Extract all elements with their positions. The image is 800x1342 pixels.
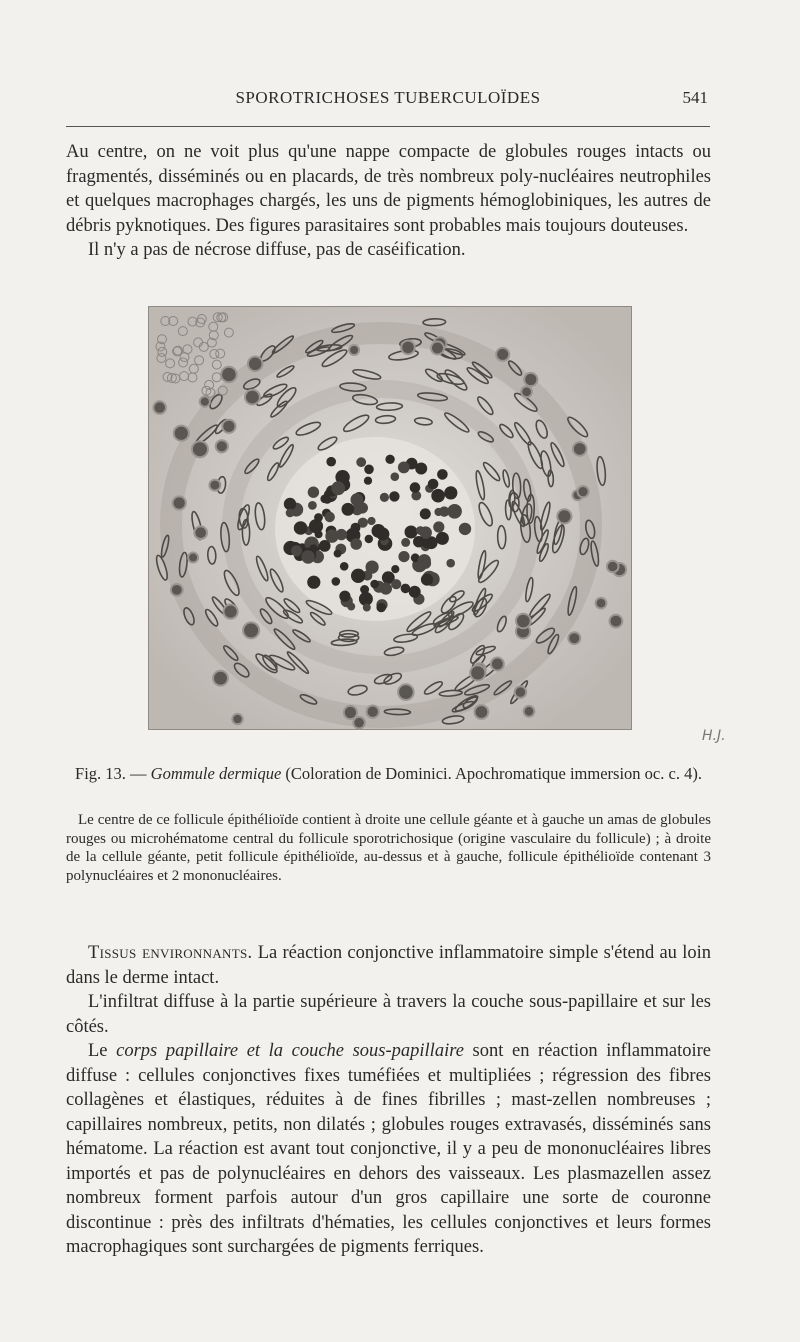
polynuclear-cell xyxy=(413,536,424,547)
polynuclear-cell xyxy=(291,545,302,556)
mononuclear-cell xyxy=(610,615,623,628)
polynuclear-cell xyxy=(309,519,323,533)
polynuclear-cell xyxy=(391,579,401,589)
figure-detail: (Coloration de Dominici. Apochromatique immersion oc. c. 4). xyxy=(285,764,702,783)
mononuclear-cell xyxy=(367,706,379,718)
mononuclear-cell xyxy=(209,480,220,491)
mononuclear-cell xyxy=(475,705,489,719)
section-paragraph-1 xyxy=(66,941,711,990)
paragraph-top xyxy=(66,140,711,263)
mononuclear-cell xyxy=(515,686,527,698)
polynuclear-cell xyxy=(331,481,345,495)
mononuclear-cell xyxy=(243,622,259,638)
mononuclear-cell xyxy=(491,658,504,671)
polynuclear-cell xyxy=(342,503,355,516)
mononuclear-cell xyxy=(224,605,238,619)
mononuclear-cell xyxy=(349,345,359,355)
polynuclear-cell xyxy=(307,576,320,589)
mononuclear-cell xyxy=(232,714,242,724)
mononuclear-cell xyxy=(496,348,509,361)
polynuclear-cell xyxy=(391,565,399,573)
polynuclear-cell xyxy=(428,479,439,490)
polynuclear-cell xyxy=(421,574,433,586)
polynuclear-cell xyxy=(370,580,379,589)
mononuclear-cell xyxy=(344,706,357,719)
polynuclear-cell xyxy=(409,586,421,598)
polynuclear-cell xyxy=(326,457,336,467)
polynuclear-cell xyxy=(415,463,427,475)
mononuclear-cell xyxy=(171,584,183,596)
polynuclear-cell xyxy=(286,509,295,518)
polynuclear-cell xyxy=(410,482,421,493)
section-heading: Tissus environnants. xyxy=(88,943,253,963)
follicle-illustration xyxy=(149,307,631,729)
mononuclear-cell xyxy=(607,561,619,573)
mononuclear-cell xyxy=(213,671,228,686)
polynuclear-cell xyxy=(367,517,375,525)
paragraph-centre: Au centre, on ne voit plus qu'une nappe compacte de globules rouges intacts ou fragmentés, disséminés ou en placards, de très nombreux poly-nucléaires neutrophiles et quelques macrophages chargés, les uns de pigments hémoglobiniques, les autres de débris pyknotiques. Des figures parasitaires sont probables mais toujours douteuses. xyxy=(66,142,711,236)
legend-text: Le centre de ce follicule épithélioïde contient à droite une cellule géante et à gauche un amas de globules rouges ou microhématome central du follicule sporotrichosique (origine vasculaire du follicule) ; à droite de la cellule géante, petit follicule épithélioïde, au-dessus et à gauche, follicule épithélioïde contenant 3 polynucléaires et 2 mononucléaires. xyxy=(66,812,711,884)
mononuclear-cell xyxy=(192,441,208,457)
polynuclear-cell xyxy=(376,603,386,613)
mononuclear-cell xyxy=(222,420,235,433)
section-paragraph-3 xyxy=(66,1039,711,1260)
polynuclear-cell xyxy=(301,550,314,563)
polynuclear-cell xyxy=(398,462,410,474)
artist-signature: H.J. xyxy=(702,728,726,744)
polynuclear-cell xyxy=(325,512,335,522)
figure-title: Gommule dermique xyxy=(150,764,282,783)
polynuclear-cell xyxy=(351,569,365,583)
mononuclear-cell xyxy=(248,357,263,372)
polynuclear-cell xyxy=(320,495,329,504)
mononuclear-cell xyxy=(200,397,210,407)
polynuclear-cell xyxy=(363,604,371,612)
polynuclear-cell xyxy=(339,591,350,602)
polynuclear-cell xyxy=(365,535,373,543)
mononuclear-cell xyxy=(245,390,260,405)
mononuclear-cell xyxy=(188,553,198,563)
mononuclear-cell xyxy=(524,373,537,386)
figure-label: Fig. 13. — xyxy=(75,764,147,783)
mononuclear-cell xyxy=(596,598,607,609)
running-head xyxy=(66,86,710,114)
mononuclear-cell xyxy=(568,632,580,644)
polynuclear-cell xyxy=(332,577,341,586)
mononuclear-cell xyxy=(173,496,186,509)
section-paragraph-1-text: La réaction conjonctive inflammatoire simple s'étend au loin dans le derme intact. xyxy=(66,943,711,988)
polynuclear-cell xyxy=(447,504,462,519)
section-tissus xyxy=(66,941,711,1260)
p3-italic: corps papillaire et la couche sous-papillaire xyxy=(116,1041,464,1061)
polynuclear-cell xyxy=(436,532,449,545)
polynuclear-cell xyxy=(433,521,444,532)
polynuclear-cell xyxy=(401,538,410,547)
polynuclear-cell xyxy=(446,559,455,568)
paragraph-necrose: Il n'y a pas de nécrose diffuse, pas de caséification. xyxy=(88,240,466,260)
polynuclear-cell xyxy=(380,583,392,595)
mononuclear-cell xyxy=(578,486,589,497)
polynuclear-cell xyxy=(308,487,319,498)
page-number: 541 xyxy=(682,88,708,107)
histology-figure xyxy=(148,306,632,730)
mononuclear-cell xyxy=(216,440,228,452)
mononuclear-cell xyxy=(557,509,571,523)
polynuclear-cell xyxy=(385,455,394,464)
figure-caption xyxy=(66,763,711,784)
polynuclear-cell xyxy=(418,554,431,567)
polynuclear-cell xyxy=(340,562,349,571)
mononuclear-cell xyxy=(401,341,415,355)
running-title: SPOROTRICHOSES TUBERCULOÏDES xyxy=(235,88,541,107)
mononuclear-cell xyxy=(174,426,189,441)
mononuclear-cell xyxy=(398,684,414,700)
polynuclear-cell xyxy=(376,527,389,540)
polynuclear-cell xyxy=(431,489,445,503)
polynuclear-cell xyxy=(360,585,369,594)
polynuclear-cell xyxy=(416,526,425,535)
polynuclear-cell xyxy=(364,465,374,475)
polynuclear-cell xyxy=(389,491,399,501)
header-rule xyxy=(66,126,710,127)
mononuclear-cell xyxy=(524,706,535,717)
mononuclear-cell xyxy=(221,367,237,383)
polynuclear-cell xyxy=(364,477,372,485)
polynuclear-cell xyxy=(351,493,364,506)
mononuclear-cell xyxy=(521,386,532,397)
section-paragraph-2: L'infiltrat diffuse à la partie supérieure à travers la couche sous-papillaire et sur les côtés. xyxy=(66,992,711,1037)
mononuclear-cell xyxy=(470,665,485,680)
polynuclear-cell xyxy=(356,457,366,467)
polynuclear-cell xyxy=(444,486,457,499)
polynuclear-cell xyxy=(405,526,418,539)
polynuclear-cell xyxy=(334,550,342,558)
p3-rest: sont en réaction inflammatoire diffuse : cellules conjonctives fixes tuméfiées et multipliées ; régression des fibres collagènes et élastiques, réduites à de fines fibrilles ; mast-zellen nombreuses ; capillaires nombreux, petits, non dilatés ; globules rouges extravasés, disséminés sans hématome. La réaction est avant tout conjonctive, il y a peu de mononucléaires libres importés et pas de polynucléaires en dehors des vaisseaux. Les plasmazellen assez nombreux forment parfois autour d'un gros capillaire une sorte de couronne discontinue : près des infiltrats d'hématies, les cellules conjonctives et leurs formes macrophagiques sont surchargées de pigments ferriques. xyxy=(66,1041,711,1257)
mononuclear-cell xyxy=(573,442,587,456)
polynuclear-cell xyxy=(308,501,317,510)
polynuclear-cell xyxy=(437,469,448,480)
polynuclear-cell xyxy=(420,508,431,519)
mononuclear-cell xyxy=(194,526,207,539)
polynuclear-cell xyxy=(347,603,355,611)
polynuclear-cell xyxy=(325,529,338,542)
figure-legend xyxy=(66,811,711,885)
mononuclear-cell xyxy=(153,401,166,414)
mononuclear-cell xyxy=(516,614,531,629)
polynuclear-cell xyxy=(380,493,389,502)
mononuclear-cell xyxy=(353,717,365,729)
polynuclear-cell xyxy=(459,523,471,535)
p3-lead: Le xyxy=(88,1041,108,1061)
mononuclear-cell xyxy=(431,342,444,355)
polynuclear-cell xyxy=(398,551,409,562)
polynuclear-cell xyxy=(350,538,362,550)
polynuclear-cell xyxy=(294,521,308,535)
polynuclear-cell xyxy=(284,498,296,510)
polynuclear-cell xyxy=(391,472,400,481)
